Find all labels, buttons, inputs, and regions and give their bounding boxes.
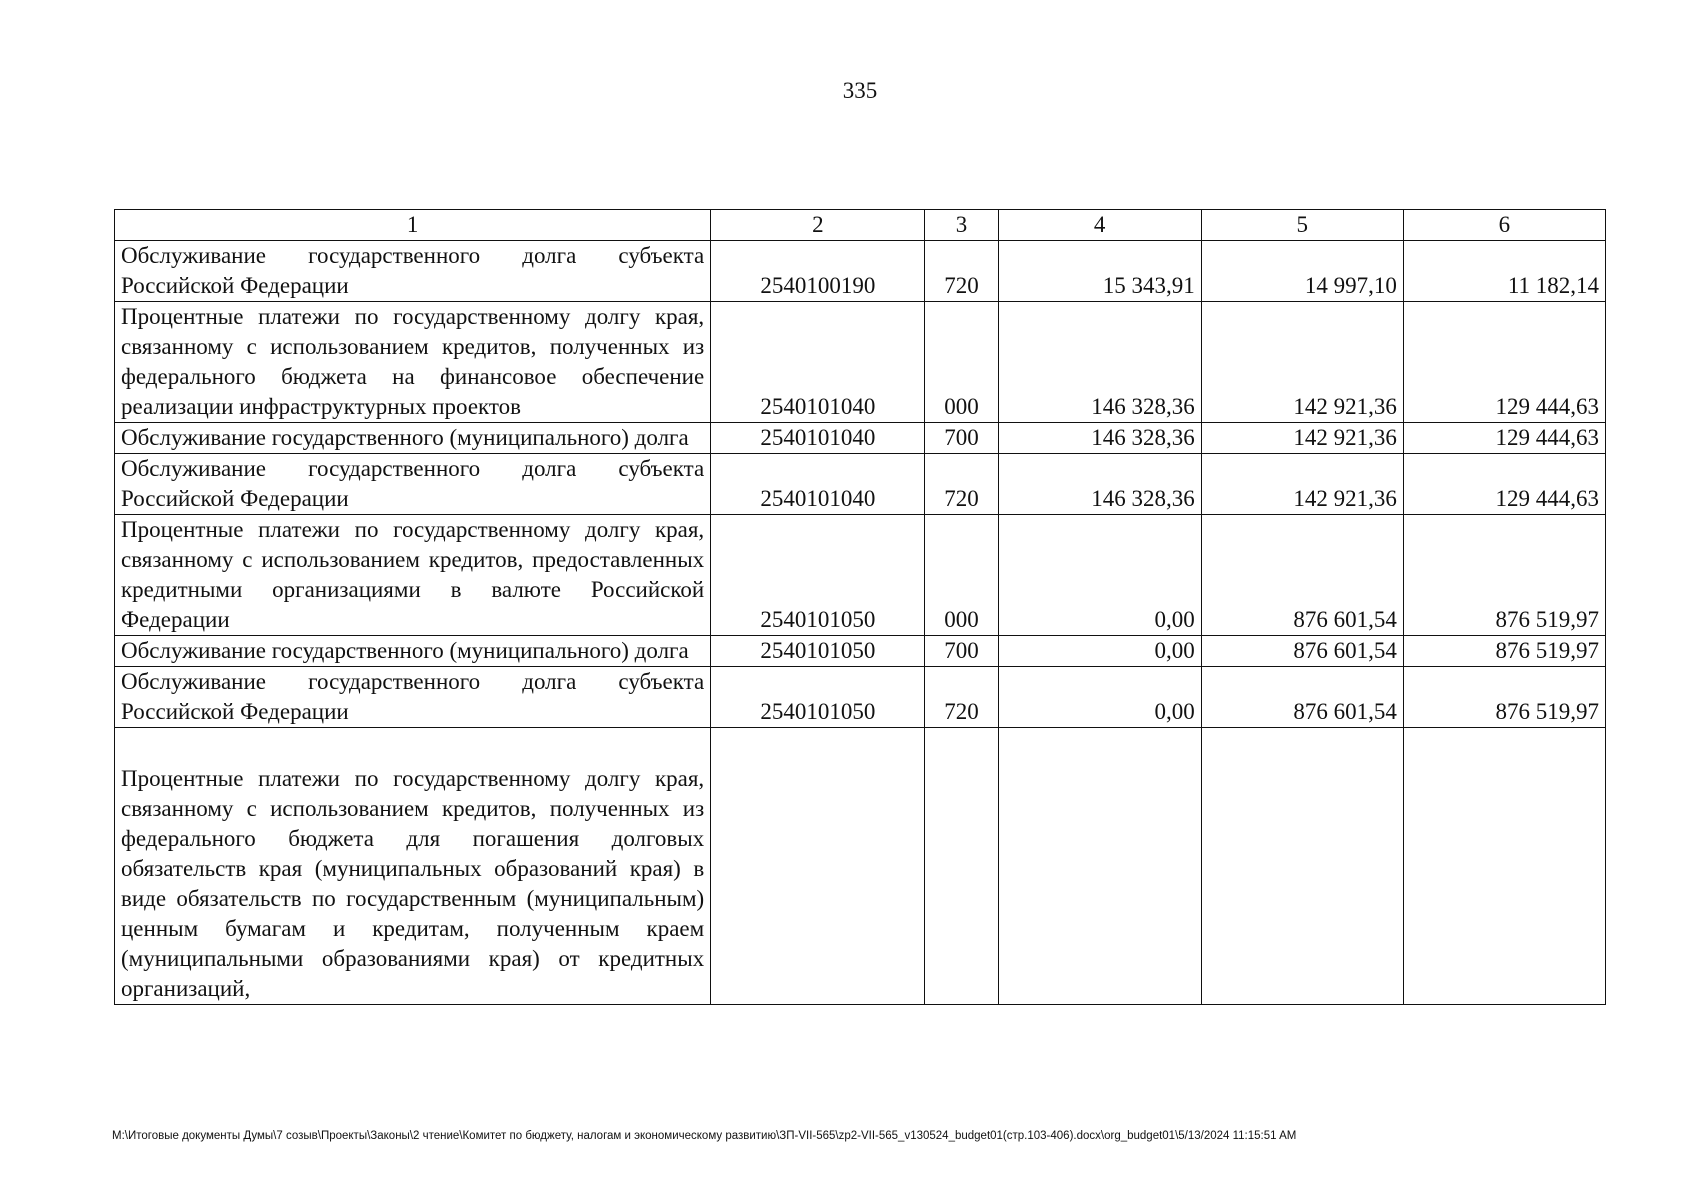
table-row — [115, 241, 1606, 302]
row-name: Процентные платежи по государственному долгу края, связанному с использованием кредитов, предоставленных кредитными организациями в валюте Российской Федерации — [115, 515, 711, 636]
table-row — [115, 636, 1606, 667]
row-code: 2540101040 — [711, 302, 925, 423]
row-value-4: 146 328,36 — [998, 423, 1201, 454]
row-value-6: 876 519,97 — [1403, 636, 1605, 667]
table-row — [115, 728, 1606, 1005]
row-code: 2540100190 — [711, 241, 925, 302]
row-value-4: 0,00 — [998, 667, 1201, 728]
row-value-5: 876 601,54 — [1201, 636, 1403, 667]
row-value-4: 0,00 — [998, 636, 1201, 667]
table-row — [115, 302, 1606, 423]
row-value-6: 129 444,63 — [1403, 423, 1605, 454]
row-expense-type: 700 — [925, 636, 998, 667]
row-name: Обслуживание государственного долга субъекта Российской Федерации — [115, 241, 711, 302]
row-value-4: 15 343,91 — [998, 241, 1201, 302]
table-row — [115, 423, 1606, 454]
row-value-6: 129 444,63 — [1403, 302, 1605, 423]
row-name: Обслуживание государственного долга субъекта Российской Федерации — [115, 454, 711, 515]
column-header: 4 — [998, 210, 1201, 241]
column-header: 1 — [115, 210, 711, 241]
row-value-6: 876 519,97 — [1403, 515, 1605, 636]
table-row — [115, 667, 1606, 728]
column-header: 2 — [711, 210, 925, 241]
budget-table — [114, 209, 1606, 1005]
row-code: 2540101040 — [711, 423, 925, 454]
row-expense-type: 000 — [925, 515, 998, 636]
row-name: Процентные платежи по государственному долгу края, связанному с использованием кредитов, полученных из федерального бюджета на финансовое обеспечение реализации инфраструктурных проектов — [115, 302, 711, 423]
row-value-5: 876 601,54 — [1201, 667, 1403, 728]
row-code: 2540101050 — [711, 667, 925, 728]
table-row — [115, 515, 1606, 636]
row-code — [711, 728, 925, 1005]
row-expense-type: 000 — [925, 302, 998, 423]
row-code: 2540101040 — [711, 454, 925, 515]
row-value-5: 142 921,36 — [1201, 302, 1403, 423]
row-expense-type: 720 — [925, 241, 998, 302]
document-path-footer: М:\Итоговые документы Думы\7 созыв\Проекты\Законы\2 чтение\Комитет по бюджету, налогам и экономическому развитию\ЗП-VII-565\zp2-VII-565_v130524_budget01(стр.103-406).docx\org_budget01\5/13/2024 11:15:51 AM — [112, 1130, 1297, 1142]
row-value-5 — [1201, 728, 1403, 1005]
table-row — [115, 454, 1606, 515]
row-value-5: 876 601,54 — [1201, 515, 1403, 636]
row-code: 2540101050 — [711, 515, 925, 636]
column-header: 5 — [1201, 210, 1403, 241]
row-expense-type: 720 — [925, 454, 998, 515]
row-expense-type: 720 — [925, 667, 998, 728]
row-value-5: 142 921,36 — [1201, 454, 1403, 515]
column-header: 3 — [925, 210, 998, 241]
row-value-4: 0,00 — [998, 515, 1201, 636]
row-value-6: 129 444,63 — [1403, 454, 1605, 515]
table-header-row — [115, 210, 1606, 241]
row-value-5: 142 921,36 — [1201, 423, 1403, 454]
row-value-5: 14 997,10 — [1201, 241, 1403, 302]
row-name: Обслуживание государственного (муниципального) долга — [115, 423, 711, 454]
row-value-6: 11 182,14 — [1403, 241, 1605, 302]
row-value-6: 876 519,97 — [1403, 667, 1605, 728]
row-value-4: 146 328,36 — [998, 454, 1201, 515]
page-number: 335 — [842, 78, 878, 103]
column-header: 6 — [1403, 210, 1605, 241]
row-code: 2540101050 — [711, 636, 925, 667]
row-value-6 — [1403, 728, 1605, 1005]
row-expense-type: 700 — [925, 423, 998, 454]
row-value-4: 146 328,36 — [998, 302, 1201, 423]
row-name: Обслуживание государственного долга субъекта Российской Федерации — [115, 667, 711, 728]
row-name: Обслуживание государственного (муниципального) долга — [115, 636, 711, 667]
row-value-4 — [998, 728, 1201, 1005]
row-expense-type — [925, 728, 998, 1005]
row-name: Процентные платежи по государственному долгу края, связанному с использованием кредитов, полученных из федерального бюджета для погашения долговых обязательств края (муниципальных образований края) в виде обязательств по государственным (муниципальным) ценным бумагам и кредитам, полученным краем (муниципальными образованиями края) от кредитных организаций, — [115, 728, 711, 1005]
